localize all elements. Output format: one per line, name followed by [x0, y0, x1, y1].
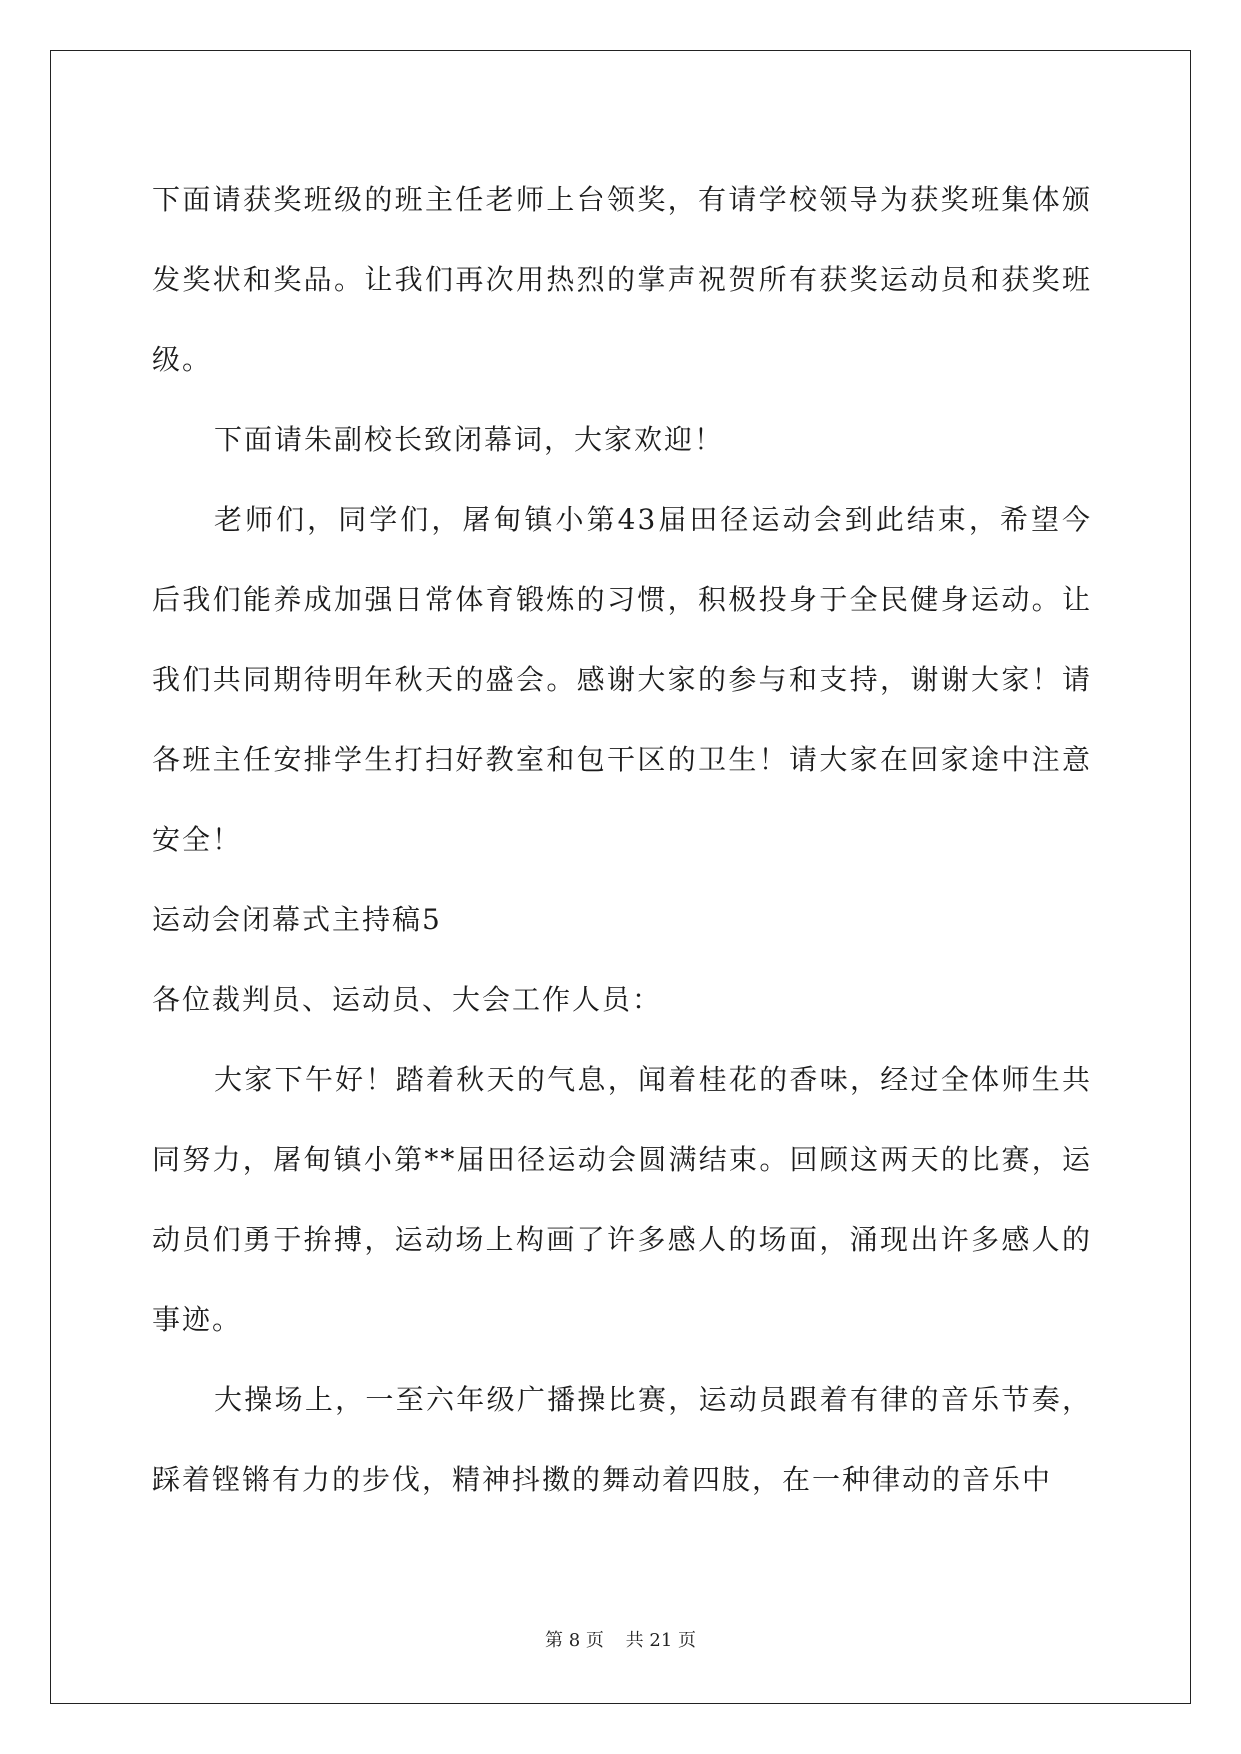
document-body	[152, 160, 1092, 1520]
paragraph-invite-speech: 下面请朱副校长致闭幕词，大家欢迎！	[214, 423, 725, 456]
paragraph-playground: 大操场上，一至六年级广播操比赛，运动员跟着有律的音乐节奏，踩着铿锵有力的步伐，精神抖擞的舞动着四肢，在一种律动的音乐中	[152, 1383, 1092, 1496]
page-footer	[0, 1626, 1241, 1652]
page-total: 共 21 页	[625, 1630, 696, 1651]
salutation: 各位裁判员、运动员、大会工作人员：	[152, 983, 663, 1016]
paragraph-award: 下面请获奖班级的班主任老师上台领奖，有请学校领导为获奖班集体颁发奖状和奖品。让我们再次用热烈的掌声祝贺所有获奖运动员和获奖班级。	[152, 183, 1092, 376]
paragraph-closing-remarks: 老师们，同学们，屠甸镇小第43届田径运动会到此结束，希望今后我们能养成加强日常体育锻炼的习惯，积极投身于全民健身运动。让我们共同期待明年秋天的盛会。感谢大家的参与和支持，谢谢大家！请各班主任安排学生打扫好教室和包干区的卫生！请大家在回家途中注意安全！	[152, 503, 1092, 856]
section-heading: 运动会闭幕式主持稿5	[152, 903, 442, 936]
page-number: 第 8 页	[545, 1630, 604, 1651]
paragraph-greeting: 大家下午好！踏着秋天的气息，闻着桂花的香味，经过全体师生共同努力，屠甸镇小第**届田径运动会圆满结束。回顾这两天的比赛，运动员们勇于拚搏，运动场上构画了许多感人的场面，涌现出许多感人的事迹。	[152, 1063, 1092, 1336]
